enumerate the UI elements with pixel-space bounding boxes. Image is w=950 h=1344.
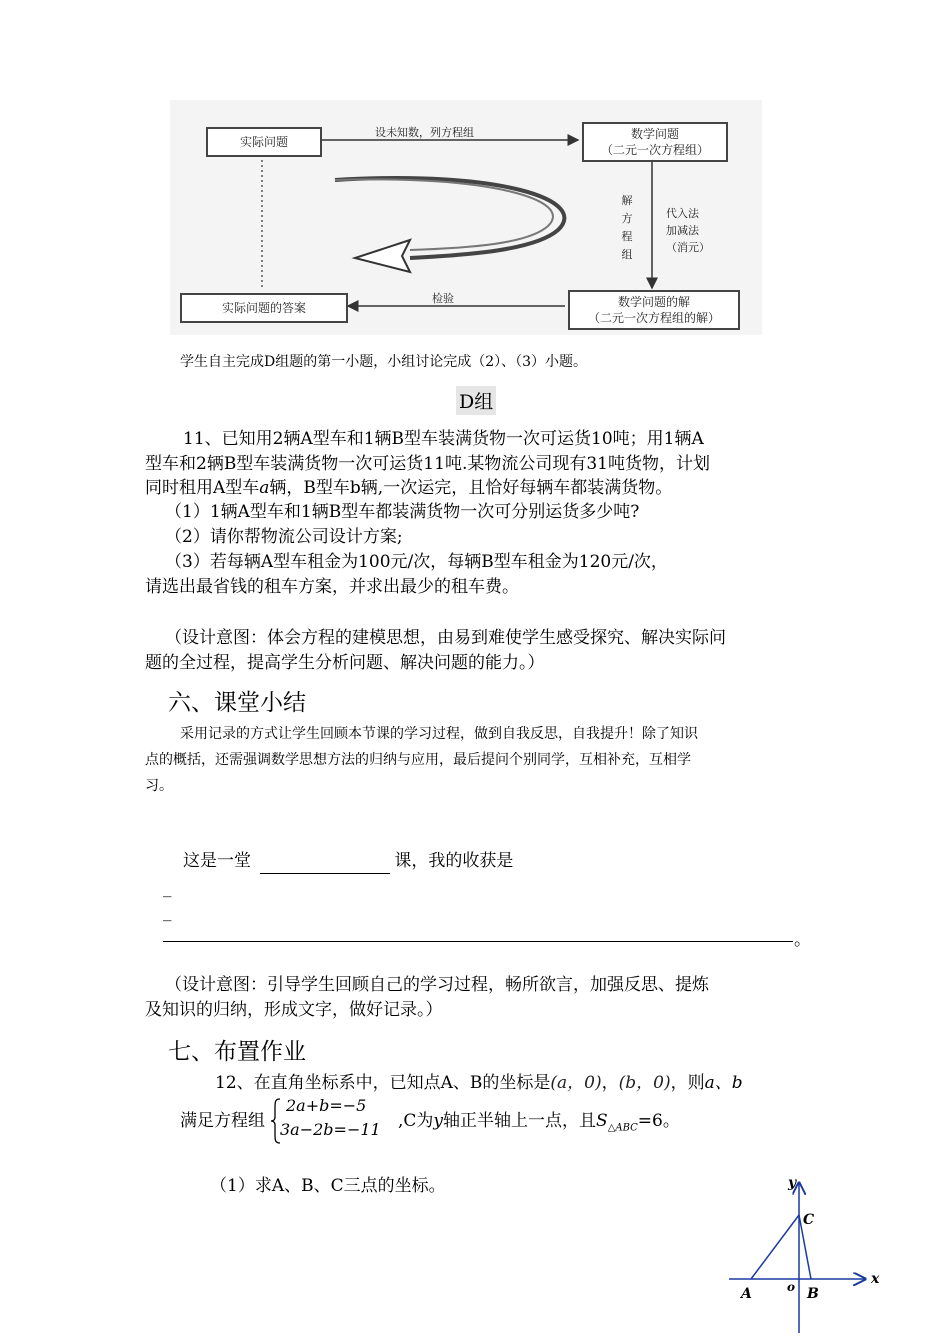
design-intent-1-line1: （设计意图：体会方程的建模思想，由易到难使学生感受探究、解决实际问 bbox=[165, 628, 726, 648]
area-value: =6。 bbox=[637, 1111, 680, 1131]
coordinate-graph bbox=[725, 1175, 895, 1335]
solve-char: 解 bbox=[621, 194, 633, 207]
flowchart bbox=[170, 100, 762, 335]
section6-p2: 点的概括，还需强调数学思想方法的归纳与应用，最后提问个别同学，互相补充，互相学 bbox=[145, 752, 691, 768]
box-math-problem-sub: （二元一次方程组） bbox=[600, 143, 709, 157]
y-axis-label: y bbox=[788, 1175, 797, 1191]
q11-line3-b: 辆，B型车b辆,一次运完，且恰好每辆车都装满货物。 bbox=[269, 478, 673, 498]
bottom-arrow-label: 检验 bbox=[432, 292, 454, 305]
q12-coord-a: (a，0) bbox=[550, 1073, 602, 1093]
solve-label bbox=[620, 192, 634, 264]
origin-label: o bbox=[787, 1280, 796, 1294]
q11-var-a: a bbox=[259, 478, 270, 498]
area-symbol: S bbox=[596, 1111, 608, 1131]
equation-2: 3a−2b=−11 bbox=[280, 1120, 381, 1139]
method-item: 代入法 bbox=[666, 207, 699, 220]
q11-sub2: （2）请你帮物流公司设计方案; bbox=[165, 527, 403, 547]
solve-char: 程 bbox=[621, 230, 633, 243]
q11-line3-a: 同时租用A型车 bbox=[145, 478, 260, 498]
box-math-solution bbox=[568, 290, 740, 330]
solve-char: 方 bbox=[621, 212, 633, 225]
method-item: 加减法 bbox=[666, 224, 699, 237]
methods-list bbox=[666, 205, 710, 256]
section6-title: 六、课堂小结 bbox=[168, 690, 306, 716]
q12-coord-b: (b，0) bbox=[618, 1073, 671, 1093]
q12-comma: ， bbox=[601, 1073, 619, 1093]
section6-p1: 采用记录的方式让学生回顾本节课的学习过程，做到自我反思，自我提升！除了知识 bbox=[180, 726, 698, 742]
box-math-solution-label: 数学问题的解 bbox=[617, 295, 690, 309]
answer-period: 。 bbox=[794, 930, 811, 950]
design-intent-2-line1: （设计意图：引导学生回顾自己的学习过程，畅所欲言，加强反思、提炼 bbox=[165, 975, 709, 995]
box-math-solution-sub: （二元一次方程组的解） bbox=[587, 311, 720, 325]
q12-line2-prefix: 满足方程组 bbox=[180, 1111, 265, 1131]
harvest-prefix: 这是一堂 bbox=[183, 851, 251, 871]
q12-vars: a、b bbox=[704, 1073, 743, 1093]
answer-dash-2: _ bbox=[163, 902, 172, 922]
point-a-label: A bbox=[741, 1286, 752, 1302]
design-intent-1-line2: 题的全过程，提高学生分析问题、解决问题的能力。） bbox=[145, 653, 545, 673]
section7-title: 七、布置作业 bbox=[168, 1039, 306, 1065]
q11-sub3: （3）若每辆A型车租金为100元/次，每辆B型车租金为120元/次， bbox=[165, 552, 668, 572]
box-math-problem-label: 数学问题 bbox=[630, 127, 679, 141]
q12-line2-c: 轴正半轴上一点，且 bbox=[443, 1111, 597, 1131]
group-d-title-text: D组 bbox=[459, 391, 494, 413]
q12-sub1: （1）求A、B、C三点的坐标。 bbox=[210, 1176, 446, 1196]
design-intent-2-line2: 及知识的归纳，形成文字，做好记录。） bbox=[145, 1000, 443, 1020]
box-actual-problem-label: 实际问题 bbox=[239, 135, 288, 149]
box-math-problem bbox=[582, 122, 728, 162]
top-arrow-label: 设未知数，列方程组 bbox=[375, 126, 474, 139]
harvest-suffix: 课，我的收获是 bbox=[394, 851, 514, 871]
q11-line1: 11、已知用2辆A型车和1辆B型车装满货物一次可运货10吨；用1辆A bbox=[183, 429, 704, 449]
q12-line1-b: ，则 bbox=[670, 1073, 705, 1093]
group-d-title bbox=[456, 386, 496, 415]
area-subscript: △ABC bbox=[607, 1122, 638, 1134]
q12-line1 bbox=[215, 1071, 743, 1096]
segment-ac bbox=[751, 1215, 799, 1279]
box-actual-answer bbox=[180, 293, 348, 323]
q11-line2: 型车和2辆B型车装满货物一次可运货11吨.某物流公司现有31吨货物，计划 bbox=[145, 454, 710, 474]
method-item: （消元） bbox=[666, 241, 710, 254]
point-c-label: C bbox=[803, 1212, 815, 1228]
harvest-line bbox=[183, 849, 513, 874]
box-actual-answer-label: 实际问题的答案 bbox=[221, 301, 306, 315]
solve-char: 组 bbox=[621, 248, 633, 261]
point-b-label: B bbox=[807, 1286, 819, 1302]
q12-line2-rest bbox=[398, 1109, 680, 1140]
q12-line2-b: ,C为 bbox=[398, 1111, 434, 1131]
q11-sub3-cont: 请选出最省钱的租车方案，并求出最少的租车费。 bbox=[145, 577, 519, 597]
x-axis-label: x bbox=[871, 1271, 880, 1287]
q11-line3 bbox=[145, 476, 672, 501]
coordinate-graph-svg bbox=[725, 1175, 895, 1335]
q12-y-var: y bbox=[433, 1111, 444, 1131]
intro-line: 学生自主完成D组题的第一小题，小组讨论完成（2）、（3）小题。 bbox=[180, 354, 588, 370]
box-actual-problem bbox=[206, 127, 322, 157]
section6-p3: 习。 bbox=[145, 778, 173, 794]
q12-line1-a: 12、在直角坐标系中，已知点A、B的坐标是 bbox=[215, 1073, 551, 1093]
answer-line[interactable] bbox=[163, 941, 793, 942]
q11-sub1: （1）1辆A型车和1辆B型车都装满货物一次可分别运货多少吨? bbox=[165, 502, 640, 522]
harvest-blank[interactable] bbox=[260, 855, 390, 874]
answer-dash-1: _ bbox=[163, 878, 172, 898]
equation-1: 2a+b=−5 bbox=[286, 1096, 367, 1115]
